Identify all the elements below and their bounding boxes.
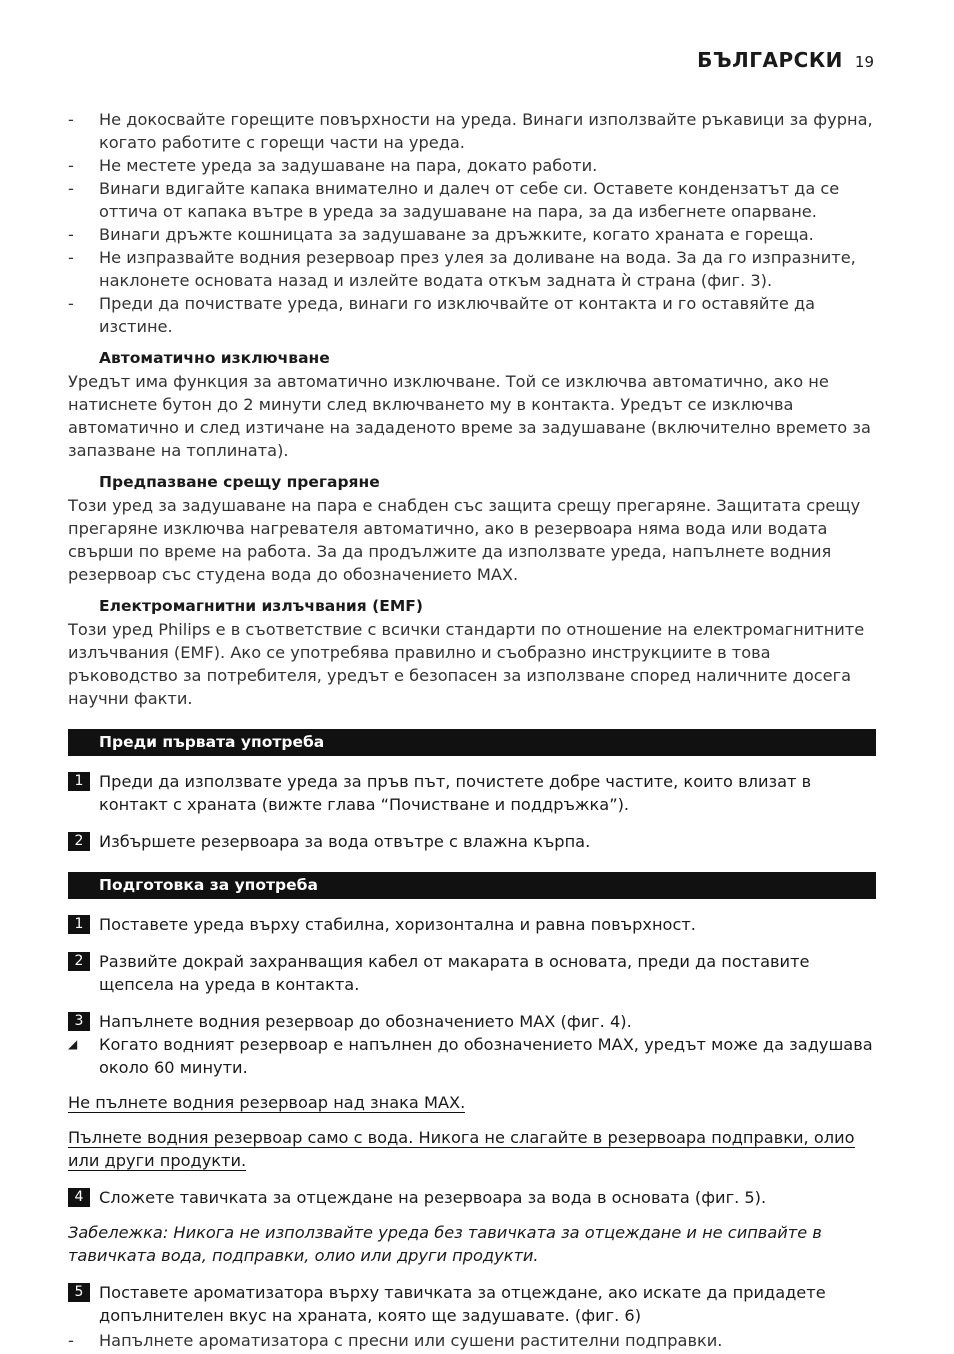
emf-heading: Електромагнитни излъчвания (EMF) (99, 597, 423, 615)
language-title: БЪЛГАРСКИ (697, 48, 843, 72)
step-number: 2 (68, 832, 90, 851)
warning-note (68, 1126, 876, 1172)
section-bar-before-first-use: Преди първата употреба (68, 729, 876, 756)
list-item: - Преди да почиствате уреда, винаги го изключвайте от контакта и го оставяйте да изстине. (68, 292, 876, 338)
page-content (68, 108, 876, 1352)
section-bar-prep: Подготовка за употреба (68, 872, 876, 899)
step-row (68, 1281, 876, 1327)
list-item: - Не местете уреда за задушаване на пара, докато работи. (68, 154, 876, 177)
warning-text: Пълнете водния резервоар само с вода. Никога не слагайте в резервоара подправки, олио или други продукти. (68, 1128, 855, 1170)
step-row (68, 1186, 876, 1209)
list-item: - Не докосвайте горещите повърхности на уреда. Винаги използвайте ръкавици за фурна, когато работите с горещи части на уреда. (68, 108, 876, 154)
step-row (68, 770, 876, 816)
emf-text: Този уред Philips е в съответствие с всички стандарти по отношение на електромагнитните излъчвания (EMF). Ако се употребява правилно и съобразно инструкциите в това ръководство за потребителя, уредът е безопасен за използване според наличните досега научни факти. (68, 620, 865, 708)
step-text: Поставете уреда върху стабилна, хоризонтална и равна повърхност. (99, 915, 696, 934)
step-text: Поставете ароматизатора върху тавичката за отцеждане, ако искате да придадете допълнителен вкус на храната, която ще задушавате. (фиг. 6) (99, 1283, 826, 1325)
step-text: Преди да използвате уреда за пръв път, почистете добре частите, които влизат в контакт с храната (вижте глава “Почистване и поддръжка”). (99, 772, 812, 814)
list-item: - Винаги вдигайте капака внимателно и далеч от себе си. Оставете кондензатът да се оттича от капака вътре в уреда за задушаване на пара, за да избегнете опарване. (68, 177, 876, 223)
step-row (68, 1010, 876, 1033)
step-number: 5 (68, 1283, 90, 1302)
step-text: Напълнете водния резервоар до обозначението MAX (фиг. 4). (99, 1012, 632, 1031)
step-row (68, 950, 876, 996)
overheat-text: Този уред за задушаване на пара е снабден със защита срещу прегаряне. Защитата срещу прегаряне изключва нагревателя автоматично, ако в резервоара няма вода или водата свърши по време на работа. За да продължите да използвате уреда, напълнете водния резервоар със студена вода до обозначението MAX. (68, 496, 861, 584)
safety-list (68, 108, 876, 338)
step-row (68, 830, 876, 853)
note-text: Забележка: Никога не използвайте уреда без тавичката за отцеждане и не сипвайте в тавичката вода, подправки, олио или други продукти. (68, 1223, 822, 1265)
step-number: 2 (68, 952, 90, 971)
page-number: 19 (854, 53, 874, 71)
overheat-heading: Предпазване срещу прегаряне (99, 473, 380, 491)
result-row (68, 1033, 876, 1079)
step-text: Развийте докрай захранващия кабел от макарата в основата, преди да поставите щепсела на уреда в контакта. (99, 952, 810, 994)
arrow-right-icon: ◢ (68, 1037, 78, 1051)
step-number: 1 (68, 915, 90, 934)
step-number: 3 (68, 1012, 90, 1031)
warning-note (68, 1091, 876, 1114)
auto-off-heading: Автоматично изключване (99, 349, 330, 367)
step-number: 1 (68, 772, 90, 791)
warning-text: Не пълнете водния резервоар над знака MAX. (68, 1093, 466, 1112)
result-text: Когато водният резервоар е напълнен до обозначението MAX, уредът може да задушава около 60 минути. (99, 1035, 873, 1077)
step-text: Избършете резервоара за вода отвътре с влажна кърпа. (99, 832, 591, 851)
list-item: - Винаги дръжте кошницата за задушаване за дръжките, когато храната е гореща. (68, 223, 876, 246)
list-item: - Напълнете ароматизатора с пресни или сушени растителни подправки. (68, 1329, 876, 1352)
auto-off-text: Уредът има функция за автоматично изключване. Той се изключва автоматично, ако не натиснете бутон до 2 минути след включването му в контакта. Уредът се изключва автоматично и след изтичане на зададеното време за задушаване (включително времето за запазване на топлината). (68, 372, 871, 460)
list-item: - Не изпразвайте водния резервоар през улея за доливане на вода. За да го изпразните, наклонете основата назад и излейте водата откъм задната ѝ страна (фиг. 3). (68, 246, 876, 292)
sub-bullet-list (68, 1329, 876, 1352)
step-number: 4 (68, 1188, 90, 1207)
step-row (68, 913, 876, 936)
step-text: Сложете тавичката за отцеждане на резервоара за вода в основата (фиг. 5). (99, 1188, 767, 1207)
page-header (697, 48, 874, 72)
